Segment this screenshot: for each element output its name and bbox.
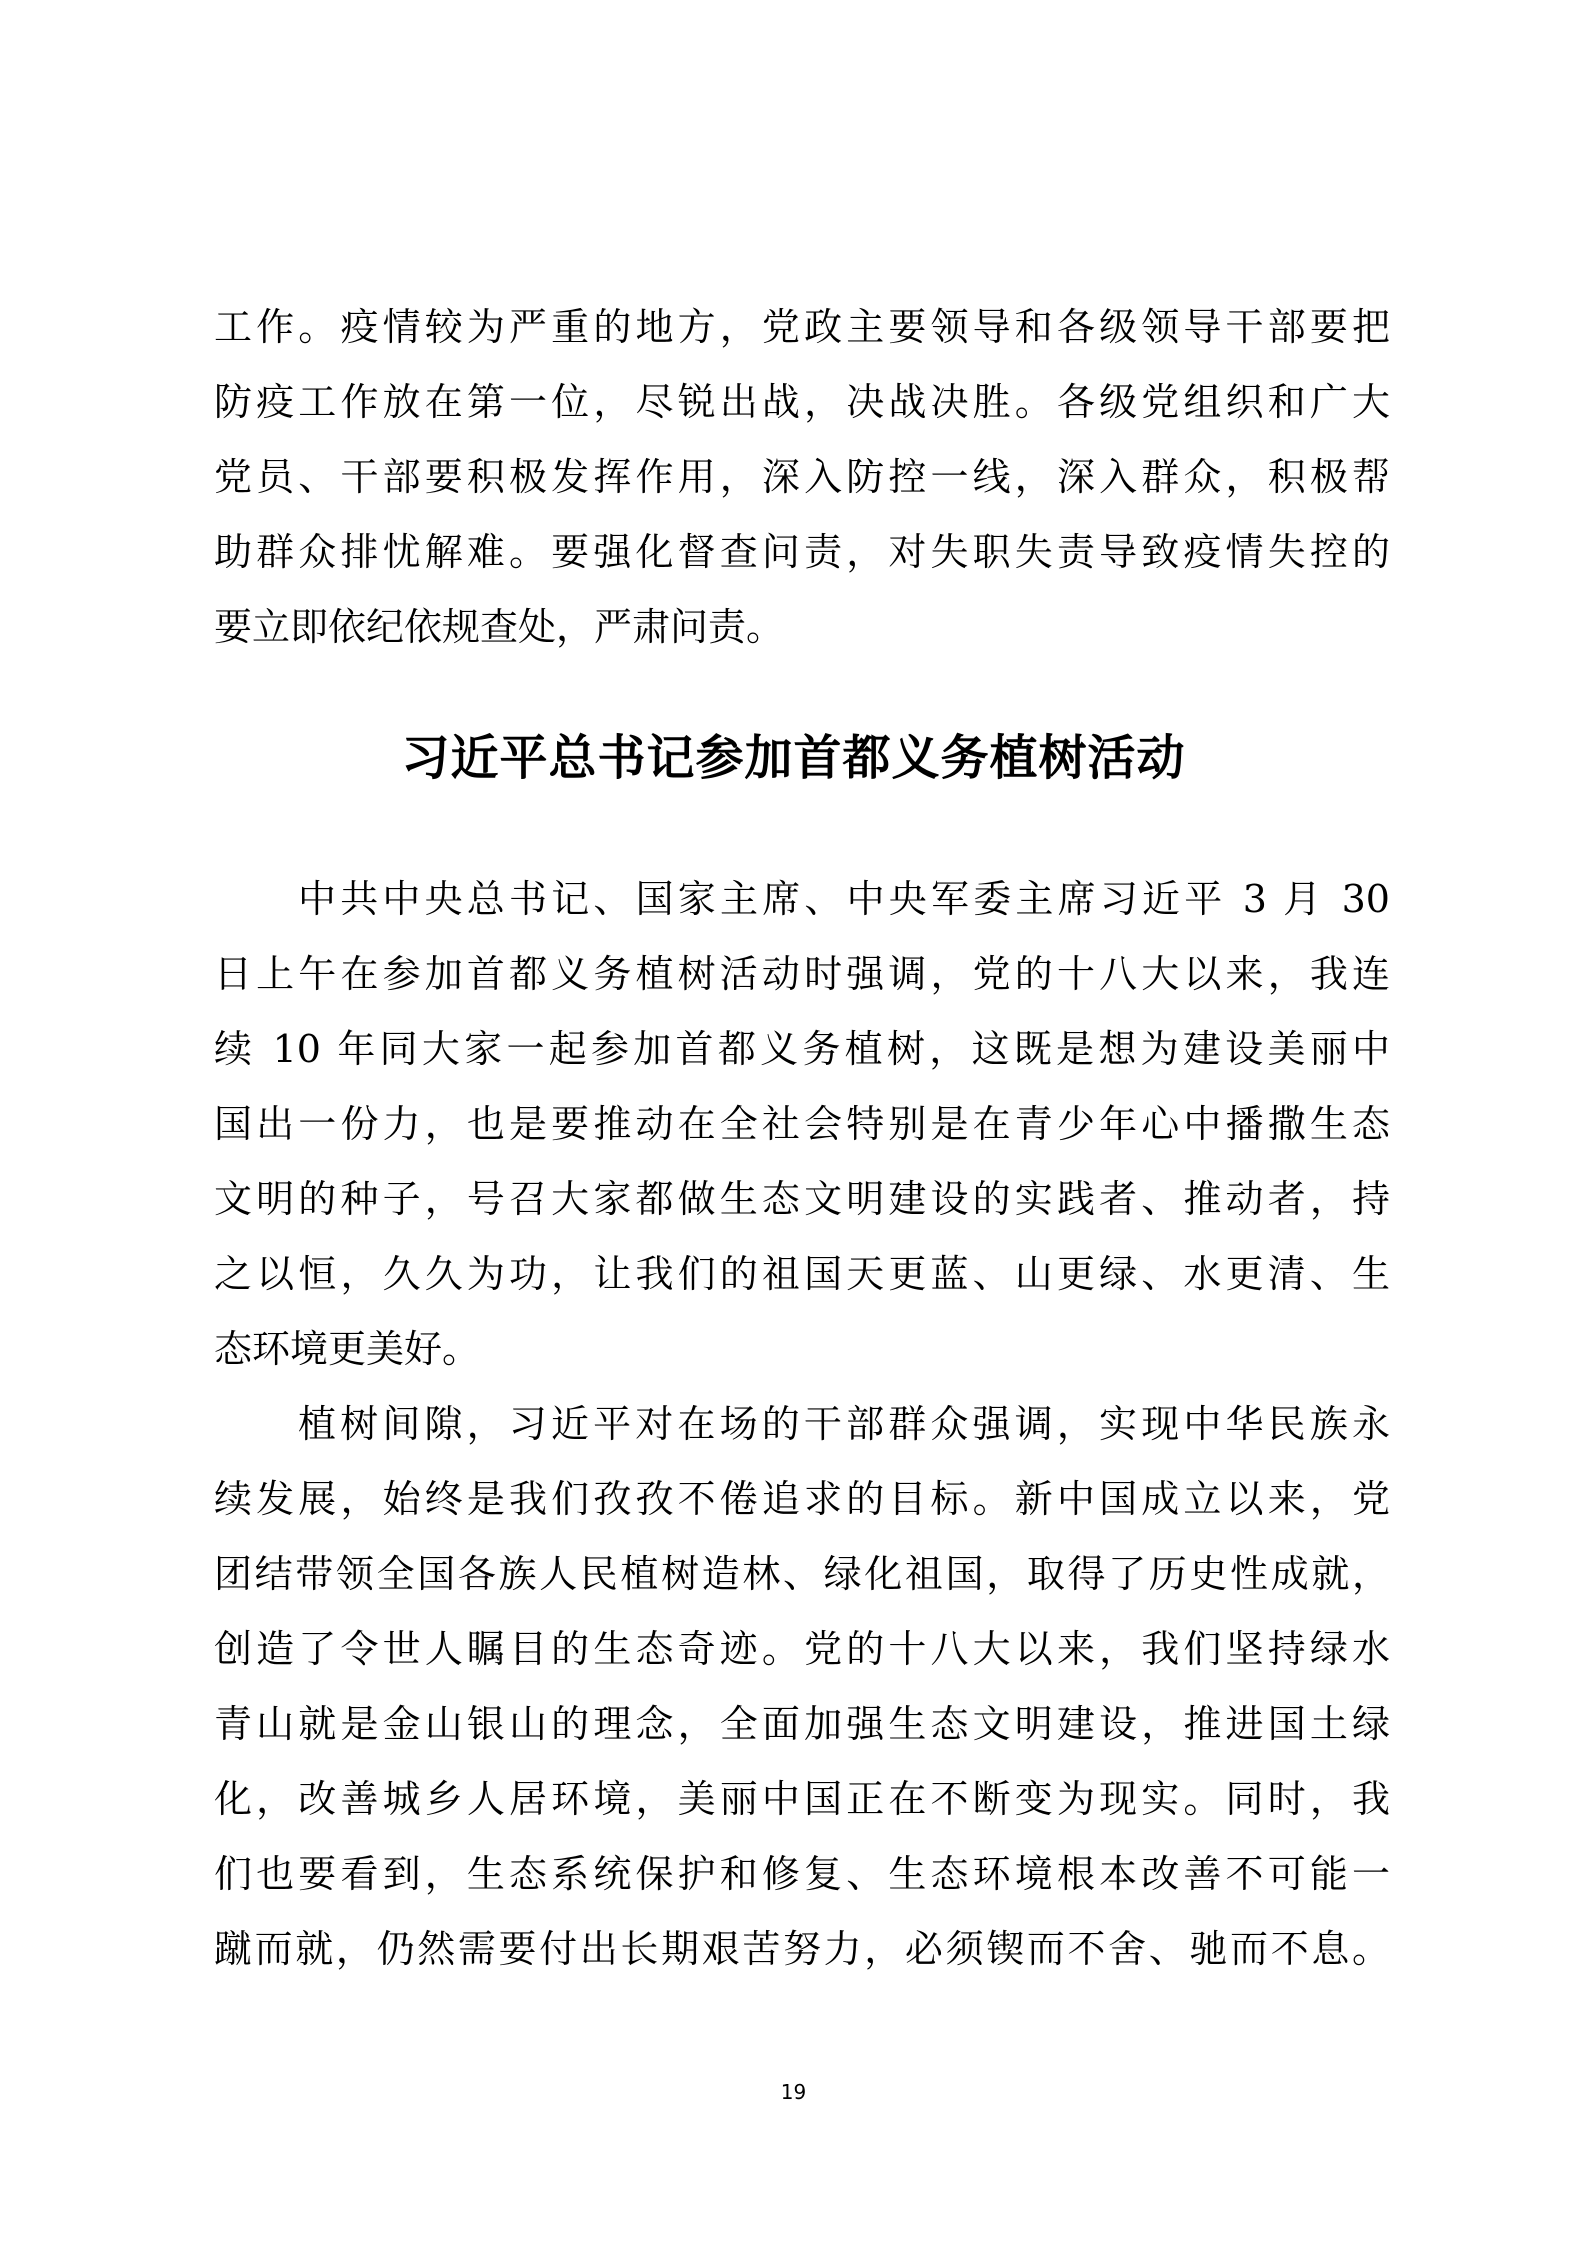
text-line: 之以恒，久久为功，让我们的祖国天更蓝、山更绿、水更清、生: [214, 1252, 1390, 1296]
text-line: 蹴而就，仍然需要付出长期艰苦努力，必须锲而不舍、驰而不息。: [214, 1927, 1390, 1971]
article-title: 习近平总书记参加首都义务植树活动: [401, 730, 1186, 786]
text-line: 助群众排忧解难。要强化督查问责，对失职失责导致疫情失控的: [214, 530, 1390, 574]
text-line: 续发展，始终是我们孜孜不倦追求的目标。新中国成立以来，党: [214, 1477, 1390, 1521]
text-line: 国出一份力，也是要推动在全社会特别是在青少年心中播撒生态: [214, 1102, 1390, 1146]
continued-paragraph: [214, 290, 1390, 665]
text-line: 党员、干部要积极发挥作用，深入防控一线，深入群众，积极帮: [214, 455, 1390, 499]
text-line: 中共中央总书记、国家主席、中央军委主席习近平 3 月 30: [298, 877, 1390, 921]
page-number: 19: [780, 2080, 807, 2104]
text-line: 植树间隙，习近平对在场的干部群众强调，实现中华民族永: [298, 1402, 1390, 1446]
text-line: 化，改善城乡人居环境，美丽中国正在不断变为现实。同时，我: [214, 1777, 1390, 1821]
body-paragraph: [214, 862, 1390, 1387]
body-paragraph: [214, 1387, 1390, 1987]
text-line: 要立即依纪依规查处，严肃问责。: [214, 605, 785, 649]
text-line: 文明的种子，号召大家都做生态文明建设的实践者、推动者，持: [214, 1177, 1390, 1221]
text-line: 团结带领全国各族人民植树造林、绿化祖国，取得了历史性成就，: [214, 1552, 1390, 1596]
text-line: 工作。疫情较为严重的地方，党政主要领导和各级领导干部要把: [214, 305, 1390, 349]
text-line: 创造了令世人瞩目的生态奇迹。党的十八大以来，我们坚持绿水: [214, 1627, 1390, 1671]
text-line: 日上午在参加首都义务植树活动时强调，党的十八大以来，我连: [214, 952, 1390, 996]
text-line: 们也要看到，生态系统保护和修复、生态环境根本改善不可能一: [214, 1852, 1390, 1896]
text-line: 态环境更美好。: [214, 1327, 481, 1371]
text-line: 续 10 年同大家一起参加首都义务植树，这既是想为建设美丽中: [214, 1027, 1390, 1071]
text-line: 防疫工作放在第一位，尽锐出战，决战决胜。各级党组织和广大: [214, 380, 1390, 424]
text-line: 青山就是金山银山的理念，全面加强生态文明建设，推进国土绿: [214, 1702, 1390, 1746]
